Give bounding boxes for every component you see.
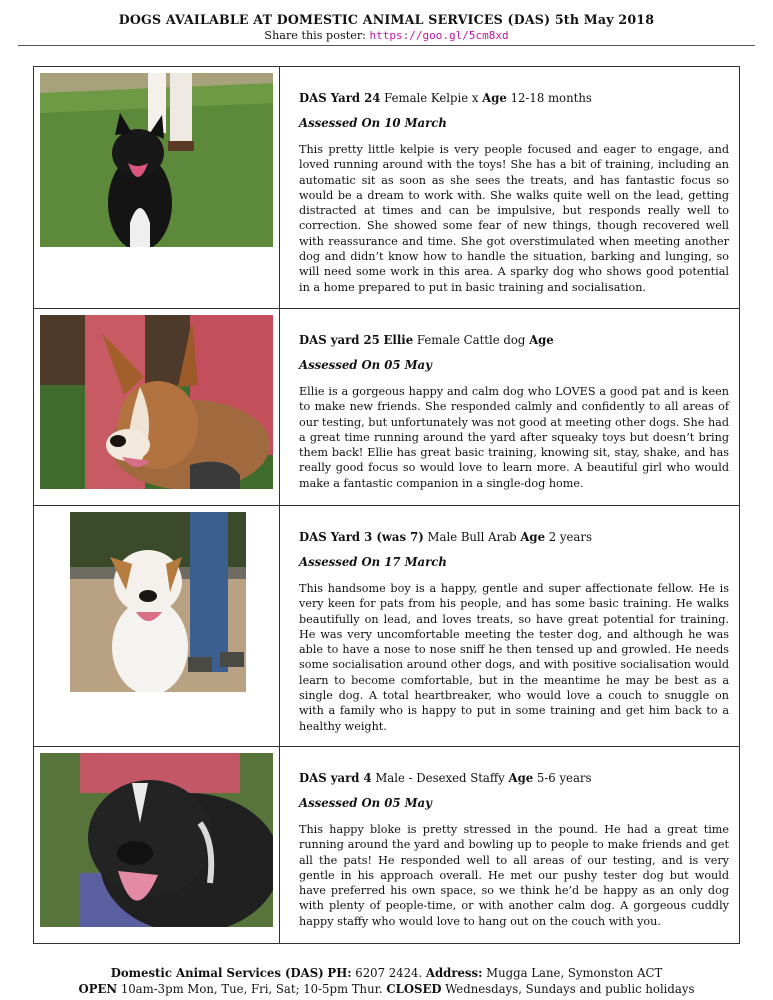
share-link[interactable]: https://goo.gl/5cm8xd — [369, 29, 509, 42]
footer-open-hours: 10am-3pm Mon, Tue, Fri, Sat; 10-5pm Thur. — [120, 982, 383, 996]
dog-age: 5-6 years — [536, 770, 592, 785]
footer-phone: 6207 2424. — [355, 966, 423, 980]
description-cell — [280, 67, 740, 309]
assessed-date: Assessed On 17 March — [299, 555, 447, 569]
age-label: Age — [508, 770, 534, 785]
dog-photo — [40, 73, 273, 247]
dog-row — [34, 746, 740, 943]
dog-details: Male - Desexed Staffy — [375, 770, 505, 785]
footer-closed-label: CLOSED — [386, 982, 442, 996]
age-label: Age — [482, 91, 507, 105]
yard-label: DAS Yard 24 — [299, 91, 381, 105]
share-line — [0, 28, 773, 44]
description-cell — [280, 746, 740, 943]
dog-row — [34, 506, 740, 747]
dog-headline — [299, 91, 729, 106]
photo-cell — [34, 506, 280, 747]
dog-photo — [40, 753, 273, 927]
poster-header — [0, 12, 773, 44]
dog-row — [34, 309, 740, 506]
photo-cell — [34, 309, 280, 506]
dog-photo — [70, 512, 246, 692]
dog-photo — [40, 315, 273, 489]
dogs-table — [33, 66, 740, 944]
dog-age: 12-18 months — [510, 91, 592, 105]
description-cell — [280, 506, 740, 747]
dog-description: Ellie is a gorgeous happy and calm dog who LOVES a good pat and is keen to make new friends. She responded calmly and confidently to all areas of our testing, but unfortunately was not good at meeting other dogs. She had a great time running around the yard after squeaky toys but doesn’t bring them back! Ellie has great basic training, knowing sit, stay, shake, and has really good focus so would love to learn more. A beautiful girl who would make a fantastic companion in a single-dog home. — [299, 385, 729, 490]
assessed-date: Assessed On 05 May — [299, 795, 432, 810]
share-label: Share this poster: — [264, 29, 366, 42]
dog-description: This happy bloke is pretty stressed in the pound. He had a great time running around the yard and bowling up to people to make friends and get all the pats! He responded well to all areas of our testing, and is very gentle in his approach overall. He met our pushy tester dog but would have preferred his own space, so we think he’d be happy as an only dog with plenty of people-time, or with another calm dog. A gorgeous cuddly happy staffy who would love to hang out on the couch with you. — [299, 822, 729, 928]
dog-row — [34, 67, 740, 309]
dog-headline — [299, 333, 729, 348]
dog-name: Ellie — [383, 333, 414, 347]
age-label: Age — [529, 333, 554, 347]
yard-label: DAS Yard 3 (was 7) — [299, 530, 424, 544]
dog-age: 2 years — [548, 530, 592, 544]
yard-label: DAS yard 4 — [299, 770, 372, 785]
footer-open-label: OPEN — [78, 982, 118, 996]
dog-headline — [299, 771, 729, 786]
description-cell — [280, 309, 740, 506]
photo-cell — [34, 746, 280, 943]
dog-details: Female Kelpie x — [384, 91, 479, 105]
footer-closed-days: Wednesdays, Sundays and public holidays — [445, 982, 695, 996]
footer-hours-line — [0, 981, 773, 997]
dog-details: Female Cattle dog — [416, 333, 526, 347]
dog-headline — [299, 530, 729, 545]
age-label: Age — [520, 530, 546, 544]
footer-address-label: Address: — [425, 966, 483, 980]
footer-address: Mugga Lane, Symonston ACT — [486, 966, 663, 980]
poster-footer — [0, 965, 773, 997]
assessed-date: Assessed On 05 May — [299, 358, 432, 372]
footer-contact-line — [0, 965, 773, 981]
yard-label: DAS yard 25 — [299, 333, 380, 347]
footer-ph-label: PH: — [327, 966, 352, 980]
footer-org: Domestic Animal Services (DAS) — [110, 966, 324, 980]
photo-cell — [34, 67, 280, 309]
dog-details: Male Bull Arab — [427, 530, 517, 544]
poster-title: DOGS AVAILABLE AT DOMESTIC ANIMAL SERVICES (DAS) 5th May 2018 — [118, 12, 655, 27]
dog-description: This pretty little kelpie is very people focused and eager to engage, and loved running around with the toys! She has a bit of training, including an automatic sit as soon as she sees the treats, and has fantastic focus so would be a dream to work with. She walks quite well on the lead, getting distracted at times and can be impulsive, but responds really well to correction. She showed some fear of new things, though recovered well with reassurance and time. She got overstimulated when meeting another dog and didn’t know how to handle the situation, barking and lunging, so will need some work in this area. A sparky dog who shows good potential in a home prepared to put in basic training and socialisation. — [299, 143, 729, 294]
assessed-date: Assessed On 10 March — [299, 116, 447, 130]
dog-description: This handsome boy is a happy, gentle and super affectionate fellow. He is very keen for pats from his people, and has some basic training. He walks beautifully on lead, and loves treats, so have great potential for training. He was very uncomfortable meeting the tester dog, and although he was able to have a nose to nose sniff he then tensed up and growled. He needs some socialisation around other dogs, and with positive socialisation would learn to become comfortable, but in the meantime he may be best as a single dog. A total heartbreaker, who would love a couch to snuggle on with a family who is happy to put in some training and get him back to a healthy weight. — [299, 582, 729, 733]
header-divider — [18, 45, 755, 46]
